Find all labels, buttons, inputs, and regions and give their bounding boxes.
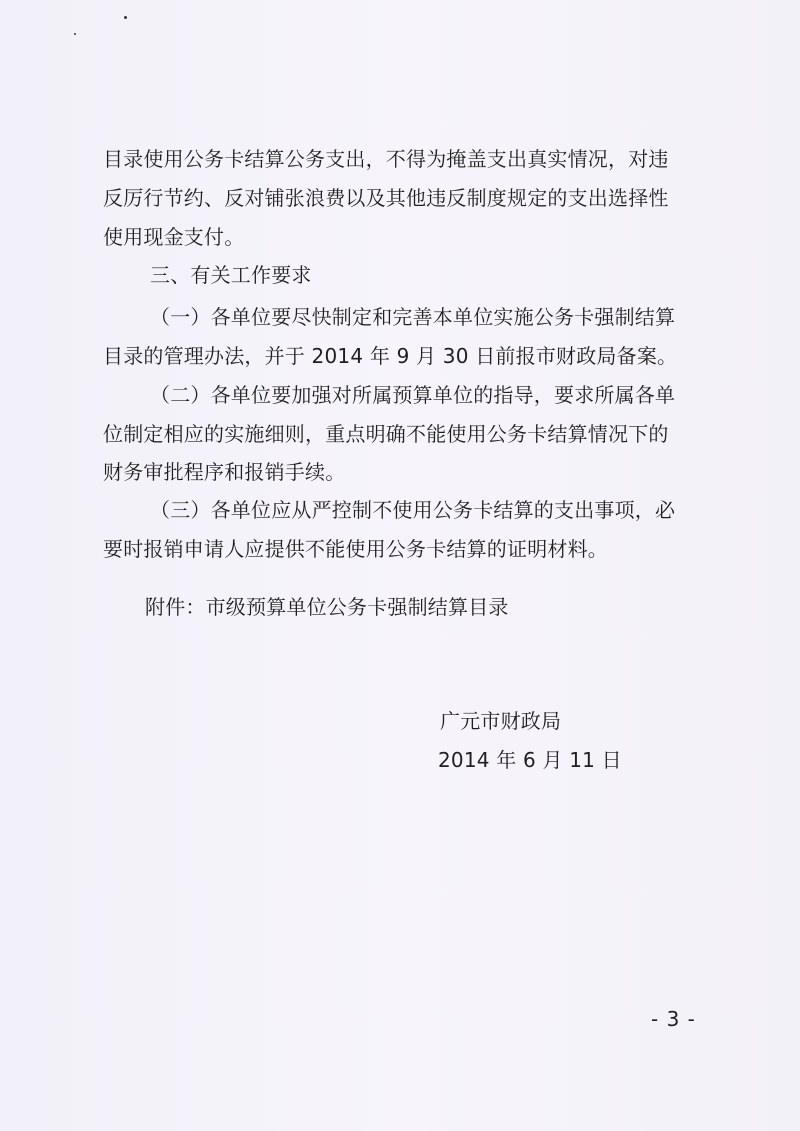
numbered-item-line: （二）各单位要加强对所属预算单位的指导，要求所属各单 — [150, 383, 676, 407]
numbered-item-line: （一）各单位要尽快制定和完善本单位实施公务卡强制结算 — [150, 305, 676, 329]
attachment-line: 附件：市级预算单位公务卡强制结算目录 — [145, 595, 509, 619]
body-text-line: 目录使用公务卡结算公务支出，不得为掩盖支出真实情况，对违 — [103, 147, 669, 171]
numbered-item-line: 要时报销申请人应提供不能使用公务卡结算的证明材料。 — [103, 537, 608, 561]
body-text-line: 使用现金支付。 — [103, 225, 245, 249]
numbered-item-line: 财务审批程序和报销手续。 — [103, 460, 346, 484]
numbered-item-line: 位制定相应的实施细则，重点明确不能使用公务卡结算情况下的 — [103, 422, 669, 446]
scan-speck — [124, 16, 127, 19]
page-number: - 3 - — [651, 1007, 696, 1031]
numbered-item-line: 目录的管理办法，并于 2014 年 9 月 30 日前报市财政局备案。 — [103, 344, 678, 368]
scan-speck — [74, 33, 76, 35]
signature-date: 2014 年 6 月 11 日 — [438, 748, 622, 772]
signature-organization: 广元市财政局 — [440, 709, 562, 733]
body-text-line: 反厉行节约、反对铺张浪费以及其他违反制度规定的支出选择性 — [103, 186, 669, 210]
section-heading: 三、有关工作要求 — [150, 263, 312, 287]
numbered-item-line: （三）各单位应从严控制不使用公务卡结算的支出事项，必 — [150, 498, 676, 522]
